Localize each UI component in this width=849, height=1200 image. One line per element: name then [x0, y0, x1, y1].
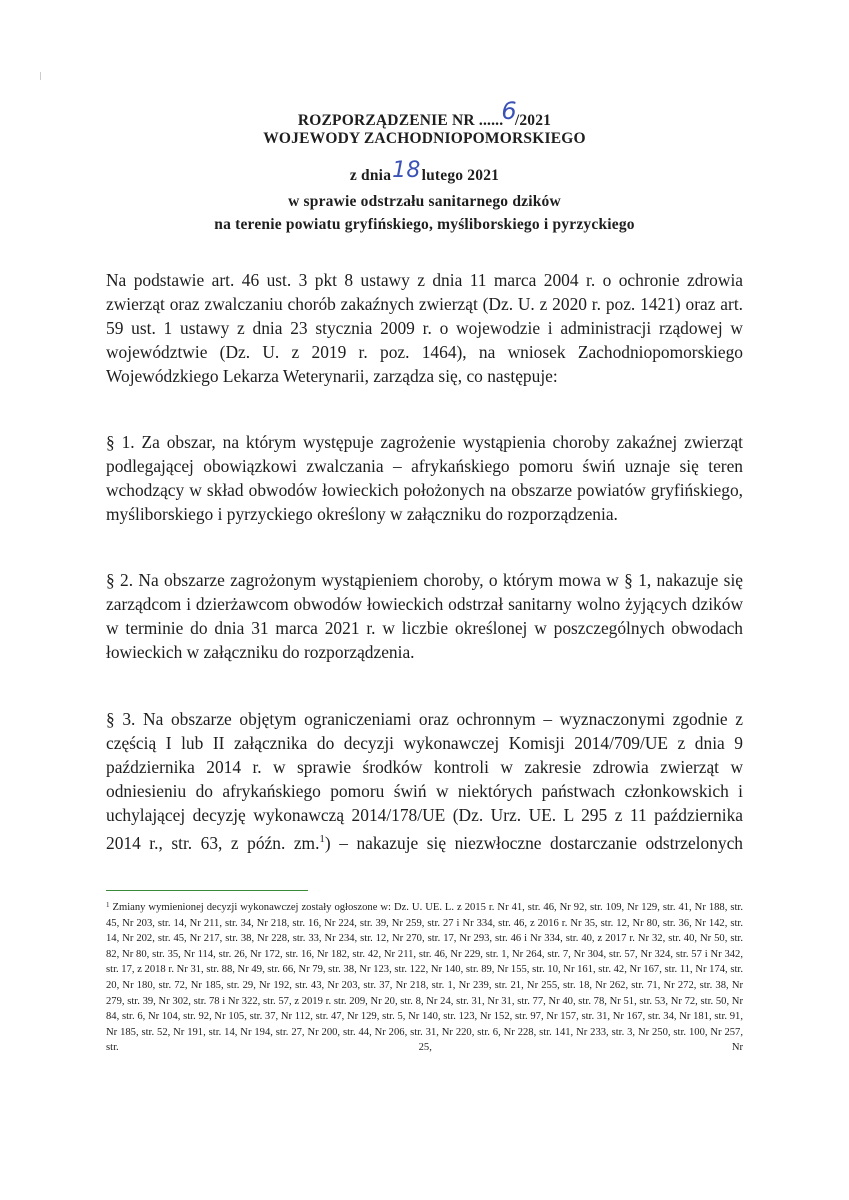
footnote-reference: 1: [319, 833, 325, 846]
date-prefix: z dnia: [349, 167, 392, 184]
date-suffix: lutego 2021: [421, 167, 500, 184]
section-3-text: § 3. Na obszarze objętym ograniczeniami oraz ochronnym – wyznaczonymi zgodnie z częścią I lub II załącznika do decyzji wykonawczej Komisji 2014/709/UE z dnia 9 października 2014 r. w sprawie środków kontroli w zakresie zdrowia zwierząt w odniesieniu do afrykańskiego pomoru świń w niektórych państwach członkowskich i uchylającej decyzję wykonawczą 2014/178/UE (Dz. Urz. UE. L 295 z 11 października 2014 r., str. 63, z późn. zm.: [106, 709, 743, 854]
handwritten-number: 6: [501, 97, 517, 125]
title-year: /2021: [514, 112, 552, 129]
issuer-heading: WOJEWODY ZACHODNIOPOMORSKIEGO: [263, 130, 586, 147]
footnote-marker: 1: [106, 901, 110, 909]
date-heading: [0, 158, 849, 186]
subject-line-2: na terenie powiatu gryfińskiego, myśliborskiego i pyrzyckiego: [214, 216, 635, 233]
section-1-paragraph: § 1. Za obszar, na którym występuje zagrożenie wystąpienia choroby zakaźnej zwierząt podlegającej obowiązkowi zwalczania – afrykańskiego pomoru świń uznaje się teren wchodzący w skład obwodów łowieckich położonych na obszarze powiatów gryfińskiego, myśliborskiego i pyrzyckiego określony w załączniku do rozporządzenia.: [106, 432, 743, 525]
section-2-paragraph: § 2. Na obszarze zagrożonym wystąpieniem choroby, o którym mowa w § 1, nakazuje się zarządcom i dzierżawcom obwodów łowieckich odstrzał sanitarny wolno żyjących dzików w terminie do dnia 31 marca 2021 r. w liczbie określonej w poszczególnych obwodach łowieckich w załączniku do rozporządzenia.: [106, 570, 743, 663]
handwritten-day: 18: [392, 158, 421, 183]
number-dots: ......: [478, 112, 504, 129]
footnote-separator: [106, 890, 308, 891]
subject-line-1: w sprawie odstrzału sanitarnego dzików: [288, 193, 561, 210]
scan-artifact: [40, 72, 47, 80]
regulation-title: [0, 97, 849, 131]
section-3-text-cont: ) – nakazuje się niezwłoczne dostarczanie odstrzelonych: [324, 833, 743, 854]
preamble-paragraph: Na podstawie art. 46 ust. 3 pkt 8 ustawy z dnia 11 marca 2004 r. o ochronie zdrowia zwierząt oraz zwalczaniu chorób zakaźnych zwierząt (Dz. U. z 2020 r. poz. 1421) oraz art. 59 ust. 1 ustawy z dnia 23 stycznia 2009 r. o wojewodzie i administracji rządowej w województwie (Dz. U. z 2019 r. poz. 1464), na wniosek Zachodniopomorskiego Wojewódzkiego Lekarza Weterynarii, zarządza się, co następuje:: [106, 270, 743, 387]
title-prefix: ROZPORZĄDZENIE NR: [297, 112, 475, 129]
section-3-paragraph: [106, 707, 743, 855]
footnote: [106, 900, 743, 1056]
footnote-text: Zmiany wymienionej decyzji wykonawczej zostały ogłoszone w: Dz. U. UE. L. z 2015 r. Nr 41, str. 46, Nr 92, str. 109, Nr 129, str. 41, Nr 188, str. 45, Nr 203, str. 14, Nr 211, str. 34, Nr 218, str. 16, Nr 224, str. 39, Nr 259, str. 27 i Nr 334, str. 46, z 2016 r. Nr 35, str. 12, Nr 80, str. 36, Nr 142, str. 14, Nr 202, str. 45, Nr 217, str. 38, Nr 228, str. 33, Nr 234, str. 12, Nr 270, str. 17, Nr 293, str. 46 i Nr 334, str. 40, z 2017 r. Nr 32, str. 40, Nr 50, str. 82, Nr 80, str. 35, Nr 114, str. 26, Nr 172, str. 16, Nr 182, str. 42, Nr 211, str. 46, Nr 229, str. 1, Nr 264, str. 7, Nr 304, str. 57, Nr 324, str. 57 i Nr 342, str. 17, z 2018 r. Nr 31, str. 88, Nr 49, str. 66, Nr 79, str. 38, Nr 123, str. 122, Nr 140, str. 89, Nr 155, str. 10, Nr 161, str. 42, Nr 167, str. 11, Nr 174, str. 20, Nr 180, str. 72, Nr 185, str. 29, Nr 192, str. 43, Nr 203, str. 37, Nr 218, str. 1, Nr 239, str. 21, Nr 255, str. 18, Nr 262, str. 71, Nr 272, str. 38, Nr 279, str. 39, Nr 302, str. 78 i Nr 322, str. 57, z 2019 r. str. 209, Nr 20, str. 8, Nr 24, str. 31, Nr 31, str. 77, Nr 40, str. 78, Nr 51, str. 53, Nr 72, str. 50, Nr 84, str. 6, Nr 104, str. 92, Nr 105, str. 37, Nr 112, str. 47, Nr 129, str. 5, Nr 140, str. 123, Nr 152, str. 97, Nr 157, str. 31, Nr 167, str. 34, Nr 181, str. 91, Nr 185, str. 52, Nr 191, str. 14, Nr 194, str. 27, Nr 200, str. 44, Nr 206, str. 31, Nr 220, str. 6, Nr 228, str. 141, Nr 233, str. 3, Nr 250, str. 100, Nr 257, str. 25, Nr: [106, 902, 743, 1054]
